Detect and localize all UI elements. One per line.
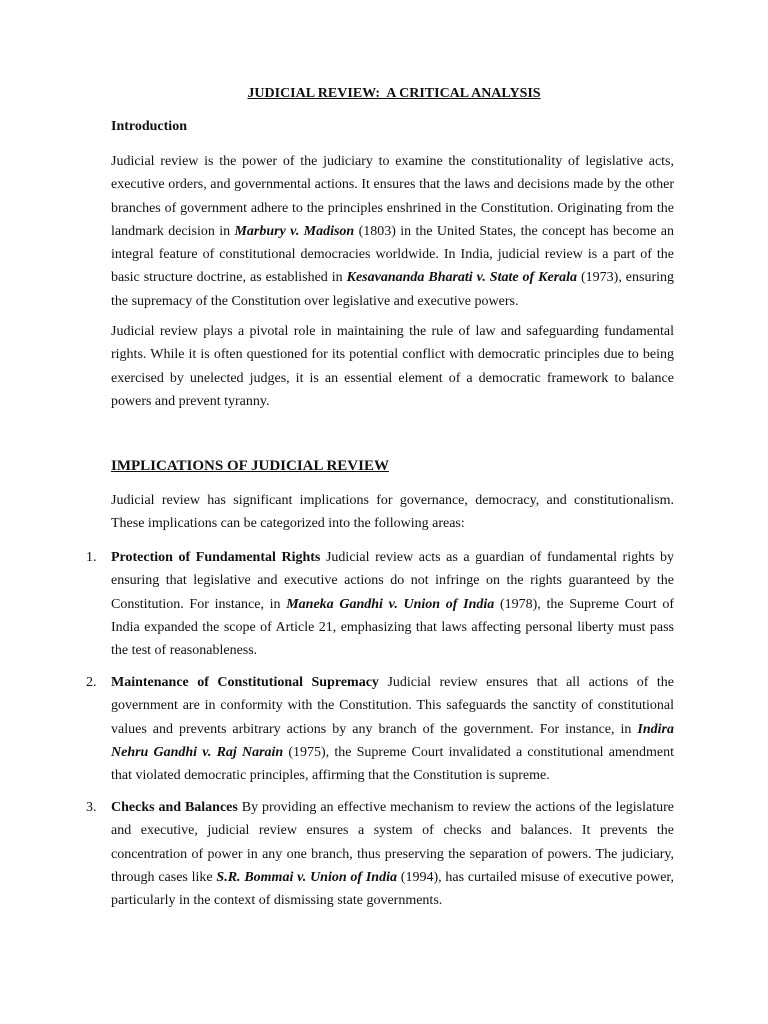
list-item-lead: Maintenance of Constitutional Supremacy [111, 675, 379, 690]
case-name-maneka: Maneka Gandhi v. Union of India [286, 596, 495, 612]
list-item-text-2: (1975), the Supreme Court invalidated a constitutional amendment that violated democratic principles, affirming that the Constitution is supreme. [111, 744, 675, 784]
implications-heading: IMPLICATIONS OF JUDICIAL REVIEW [111, 458, 389, 474]
case-name-bommai: S.R. Bommai v. Union of India [216, 869, 397, 885]
list-item-text-2: (1994), has curtailed misuse of executive power, particularly in the context of dismissing state governments. [111, 869, 675, 909]
list-item-text-2: (1978), the Supreme Court of India expanded the scope of Article 21, emphasizing that laws affecting personal liberty must pass the test of reasonableness. [111, 596, 674, 659]
list-item-text-1: Judicial review acts as a guardian of fundamental rights by ensuring that legislative and executive actions do not infringe on the rights guaranteed by the Constitution. For instance, in [111, 550, 675, 612]
list-item-body [111, 546, 674, 662]
document-title: JUDICIAL REVIEW: A CRITICAL ANALYSIS [247, 86, 541, 101]
introduction-paragraph-1 [111, 150, 674, 313]
intro-p1-text-2: (1803) in the United States, the concept has become an integral feature of constitutional democracies worldwide. In India, judicial review is a part of the basic structure doctrine, as established in [111, 223, 675, 286]
list-item-lead: Protection of Fundamental Rights [111, 550, 321, 565]
list-item-number: 2. [86, 675, 97, 690]
list-item-body [111, 671, 674, 787]
introduction-heading: Introduction [111, 119, 187, 134]
list-item-text-1: Judicial review ensures that all actions of the government are in conformity with the Constitution. This safeguards the sanctity of constitutional values and prevents arbitrary actions by any branch of the government. For instance, in [111, 675, 674, 737]
list-item-text-1: By providing an effective mechanism to review the actions of the legislature and executive, judicial review ensures a system of checks and balances. It prevents the concentration of power in any one branch, thus preserving the separation of powers. The judiciary, through cases like [111, 800, 674, 885]
list-item-lead: Checks and Balances [111, 800, 238, 815]
case-name-kesavananda: Kesavananda Bharati v. State of Kerala [346, 270, 578, 286]
intro-p1-text-1: Judicial review is the power of the judiciary to examine the constitutionality of legislative acts, executive orders, and governmental actions. It ensures that the laws and decisions made by the other branches of government adhere to the principles enshrined in the Constitution. Originating from the landmark decision in [111, 154, 674, 239]
implications-intro-paragraph: Judicial review has significant implications for governance, democracy, and constitutionalism. These implications can be categorized into the following areas: [111, 493, 674, 532]
case-name-indira: Indira Nehru Gandhi v. Raj Narain [111, 721, 674, 760]
list-item-number: 3. [86, 800, 97, 815]
case-name-marbury: Marbury v. Madison [234, 223, 355, 239]
list-item-body [111, 796, 674, 912]
list-item-number: 1. [86, 550, 97, 565]
introduction-paragraph-2: Judicial review plays a pivotal role in maintaining the rule of law and safeguarding fundamental rights. While it is often questioned for its potential conflict with democratic principles due to being exercised by unelected judges, it is an essential element of a democratic framework to balance powers and prevent tyranny. [111, 324, 674, 409]
intro-p1-text-3: (1973), ensuring the supremacy of the Constitution over legislative and executive powers. [111, 270, 674, 309]
